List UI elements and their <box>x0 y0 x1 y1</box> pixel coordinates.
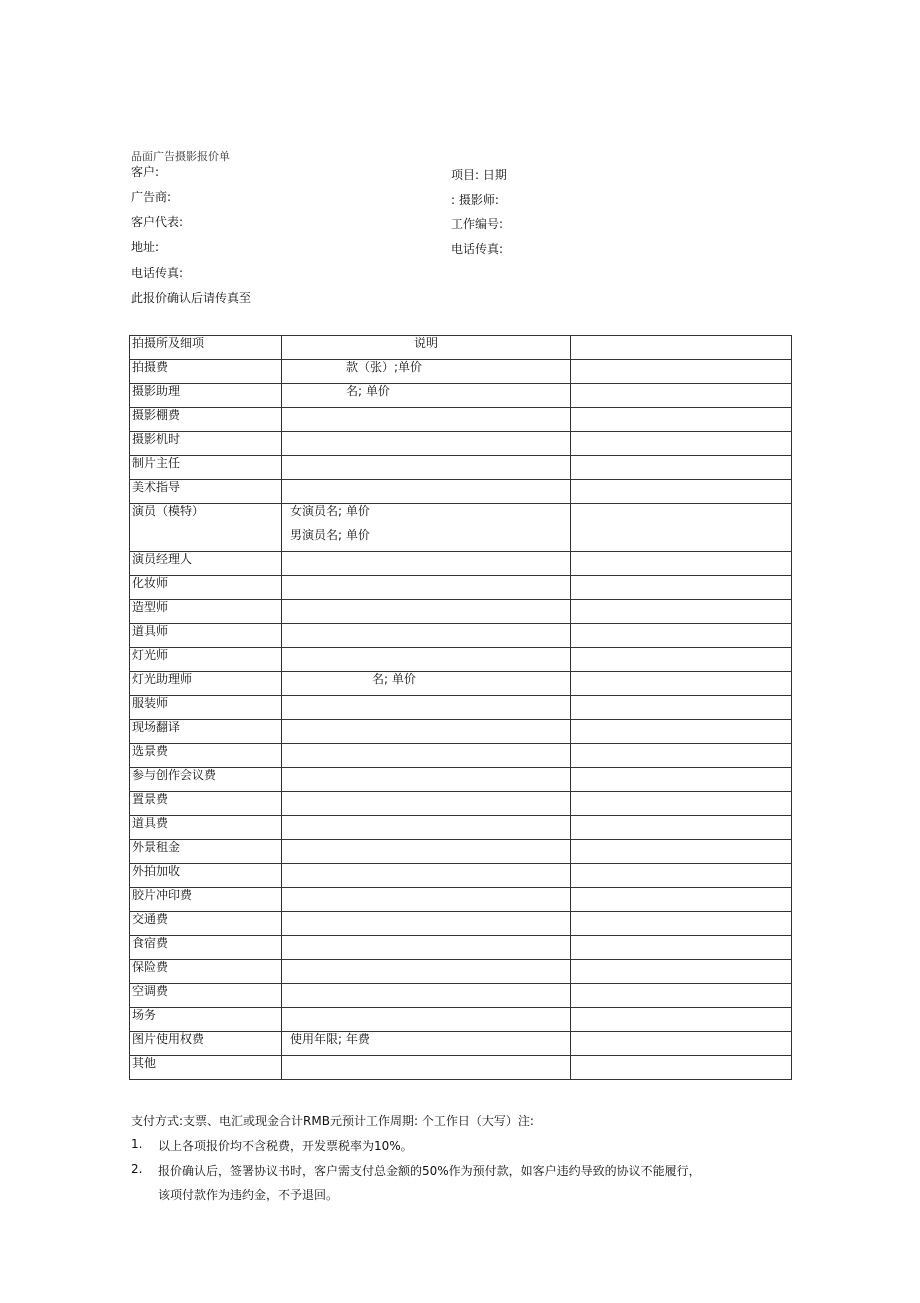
row-item: 灯光师 <box>130 648 282 672</box>
row-amount <box>571 696 792 720</box>
table-row <box>130 816 792 840</box>
table-row <box>130 984 792 1008</box>
row-description <box>282 552 571 576</box>
row-item: 空调费 <box>130 984 282 1008</box>
row-description <box>282 840 571 864</box>
table-row <box>130 864 792 888</box>
row-amount <box>571 888 792 912</box>
client-rep-label: 客户代表: <box>131 215 184 229</box>
row-item: 摄影助理 <box>130 384 282 408</box>
photographer-label: : 摄影师: <box>451 193 499 207</box>
row-item: 拍摄费 <box>130 360 282 384</box>
row-description <box>282 600 571 624</box>
row-description <box>282 360 571 384</box>
row-item: 演员经理人 <box>130 552 282 576</box>
table-row <box>130 432 792 456</box>
description-line-2: 男演员名; 单价 <box>290 528 370 542</box>
payment-line: 支付方式:支票、电汇或现金合计RMB元预计工作周期: 个工作日（大写）注: <box>131 1114 534 1128</box>
table-row <box>130 456 792 480</box>
row-description <box>282 384 571 408</box>
quote-table <box>129 335 792 1080</box>
row-amount <box>571 792 792 816</box>
row-item: 摄影机时 <box>130 432 282 456</box>
row-description <box>282 1056 571 1080</box>
job-number-label: 工作编号: <box>451 217 504 231</box>
row-amount <box>571 864 792 888</box>
row-amount <box>571 768 792 792</box>
row-amount <box>571 1008 792 1032</box>
row-amount <box>571 1056 792 1080</box>
table-row <box>130 744 792 768</box>
row-description <box>282 576 571 600</box>
right-phone-fax-label: 电话传真: <box>451 242 504 256</box>
row-amount <box>571 456 792 480</box>
table-row <box>130 1008 792 1032</box>
advertiser-label: 广告商: <box>131 190 172 204</box>
note-1-num: 1. <box>131 1137 143 1151</box>
client-label: 客户: <box>131 165 160 179</box>
phone-fax-label: 电话传真: <box>131 266 184 280</box>
row-item: 灯光助理师 <box>130 672 282 696</box>
row-amount <box>571 504 792 552</box>
row-item: 图片使用权费 <box>130 1032 282 1056</box>
row-amount <box>571 744 792 768</box>
table-row <box>130 648 792 672</box>
row-description <box>282 624 571 648</box>
table-row <box>130 360 792 384</box>
row-item: 制片主任 <box>130 456 282 480</box>
table-row <box>130 552 792 576</box>
row-amount <box>571 480 792 504</box>
header-description: 说明 <box>282 336 571 360</box>
table-row <box>130 792 792 816</box>
row-amount <box>571 840 792 864</box>
row-item: 参与创作会议费 <box>130 768 282 792</box>
row-item: 道具师 <box>130 624 282 648</box>
row-item: 摄影棚费 <box>130 408 282 432</box>
row-item: 外景租金 <box>130 840 282 864</box>
row-item: 交通费 <box>130 912 282 936</box>
note-2-num: 2. <box>131 1162 143 1176</box>
table-row <box>130 936 792 960</box>
row-description <box>282 960 571 984</box>
row-description <box>282 768 571 792</box>
table-row <box>130 912 792 936</box>
description-line: 使用年限; 年费 <box>290 1032 370 1046</box>
row-description <box>282 912 571 936</box>
table-row <box>130 720 792 744</box>
row-description <box>282 432 571 456</box>
address-label: 地址: <box>131 240 160 254</box>
doc-title: 品面广告摄影报价单 <box>131 150 230 163</box>
description-line: 女演员名; 单价 <box>290 504 370 518</box>
row-item: 美术指导 <box>130 480 282 504</box>
note-1-text: 以上各项报价均不含税费，开发票税率为10%。 <box>158 1139 413 1153</box>
table-row <box>130 408 792 432</box>
header-amount <box>571 336 792 360</box>
table-row <box>130 1056 792 1080</box>
table-row <box>130 840 792 864</box>
row-amount <box>571 984 792 1008</box>
table-row <box>130 576 792 600</box>
table-row <box>130 504 792 552</box>
table-row <box>130 888 792 912</box>
row-item: 置景费 <box>130 792 282 816</box>
row-amount <box>571 600 792 624</box>
row-amount <box>571 720 792 744</box>
row-item: 选景费 <box>130 744 282 768</box>
row-amount <box>571 960 792 984</box>
row-description <box>282 936 571 960</box>
row-amount <box>571 408 792 432</box>
row-description <box>282 696 571 720</box>
row-amount <box>571 912 792 936</box>
row-amount <box>571 432 792 456</box>
table-row <box>130 960 792 984</box>
table-row <box>130 768 792 792</box>
row-amount <box>571 1032 792 1056</box>
row-amount <box>571 384 792 408</box>
row-description <box>282 720 571 744</box>
row-description <box>282 648 571 672</box>
project-date-label: 项目: 日期 <box>451 168 507 182</box>
header-item: 拍摄所及细项 <box>130 336 282 360</box>
row-amount <box>571 936 792 960</box>
description-line: 款（张）;单价 <box>346 360 423 374</box>
row-description <box>282 888 571 912</box>
row-item: 保险费 <box>130 960 282 984</box>
row-description <box>282 744 571 768</box>
row-item: 服装师 <box>130 696 282 720</box>
row-item: 其他 <box>130 1056 282 1080</box>
row-description <box>282 816 571 840</box>
description-line: 名; 单价 <box>346 384 390 398</box>
table-row <box>130 600 792 624</box>
row-item: 胶片冲印费 <box>130 888 282 912</box>
row-description <box>282 792 571 816</box>
row-description <box>282 984 571 1008</box>
row-amount <box>571 624 792 648</box>
row-description <box>282 864 571 888</box>
row-item: 造型师 <box>130 600 282 624</box>
note-2-continuation: 该项付款作为违约金，不予退回。 <box>158 1188 339 1202</box>
table-row <box>130 696 792 720</box>
row-item: 外拍加收 <box>130 864 282 888</box>
row-amount <box>571 672 792 696</box>
table-row <box>130 480 792 504</box>
row-description <box>282 456 571 480</box>
row-amount <box>571 360 792 384</box>
row-item: 食宿费 <box>130 936 282 960</box>
row-item: 道具费 <box>130 816 282 840</box>
row-description <box>282 1008 571 1032</box>
table-row <box>130 1032 792 1056</box>
table-row <box>130 672 792 696</box>
row-description <box>282 480 571 504</box>
row-item: 现场翻译 <box>130 720 282 744</box>
row-description <box>282 504 571 552</box>
note-2-text: 报价确认后，签署协议书时，客户需支付总金额的50%作为预付款，如客户违约导致的协议不能履行， <box>158 1164 701 1178</box>
row-amount <box>571 816 792 840</box>
table-row <box>130 384 792 408</box>
row-description <box>282 672 571 696</box>
row-description <box>282 1032 571 1056</box>
fax-confirm-label: 此报价确认后请传真至 <box>131 291 252 305</box>
row-description <box>282 408 571 432</box>
row-amount <box>571 576 792 600</box>
table-row <box>130 624 792 648</box>
description-line: 名; 单价 <box>372 672 416 686</box>
row-amount <box>571 648 792 672</box>
row-item: 演员（模特） <box>130 504 282 552</box>
table-header-row <box>130 336 792 360</box>
row-amount <box>571 552 792 576</box>
row-item: 化妆师 <box>130 576 282 600</box>
row-item: 场务 <box>130 1008 282 1032</box>
